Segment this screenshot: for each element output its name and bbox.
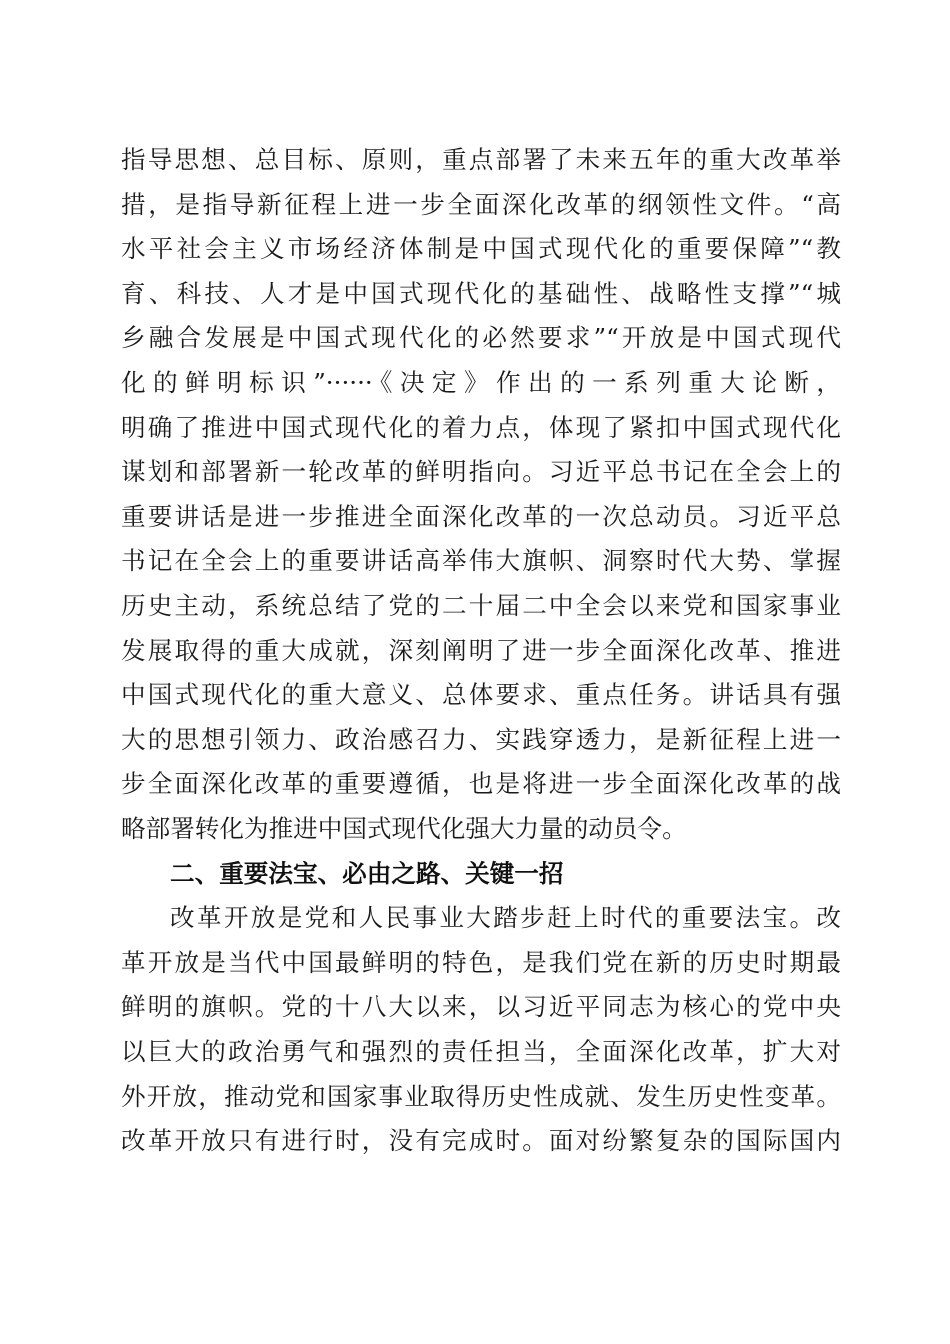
- body-text-line: 乡融合发展是中国式现代化的必然要求”“开放是中国式现代: [121, 323, 841, 353]
- body-text-line: 中国式现代化的重大意义、总体要求、重点任务。讲话具有强: [121, 680, 841, 710]
- body-text-line: 改革开放只有进行时，没有完成时。面对纷繁复杂的国际国内: [121, 1126, 841, 1156]
- body-text-line: 外开放，推动党和国家事业取得历史性成就、发生历史性变革。: [121, 1081, 841, 1111]
- body-text-line: 明确了推进中国式现代化的着力点，体现了紧扣中国式现代化: [121, 412, 841, 442]
- body-text-line: 书记在全会上的重要讲话高举伟大旗帜、洞察时代大势、掌握: [121, 546, 841, 576]
- body-text-line: 化的鲜明标识”······《决定》作出的一系列重大论断，: [121, 368, 841, 397]
- body-text-line: 历史主动，系统总结了党的二十届二中全会以来党和国家事业: [121, 591, 841, 620]
- body-text-line: 略部署转化为推进中国式现代化强大力量的动员令。: [121, 814, 687, 843]
- body-text-line: 谋划和部署新一轮改革的鲜明指向。习近平总书记在全会上的: [121, 457, 841, 487]
- body-text-line: 发展取得的重大成就，深刻阐明了进一步全面深化改革、推进: [121, 635, 841, 665]
- body-text-line: 步全面深化改革的重要遵循，也是将进一步全面深化改革的战: [121, 769, 841, 799]
- body-text-line: 大的思想引领力、政治感召力、实践穿透力，是新征程上进一: [121, 724, 841, 754]
- body-text-line: 革开放是当代中国最鲜明的特色，是我们党在新的历史时期最: [121, 947, 841, 977]
- body-text-line: 指导思想、总目标、原则，重点部署了未来五年的重大改革举: [121, 145, 841, 174]
- body-text-line: 以巨大的政治勇气和强烈的责任担当，全面深化改革，扩大对: [121, 1037, 841, 1066]
- body-text-line: 水平社会主义市场经济体制是中国式现代化的重要保障”“教: [121, 234, 841, 264]
- body-text-line: 育、科技、人才是中国式现代化的基础性、战略性支撑”“城: [121, 278, 841, 308]
- body-text-line: 改革开放是党和人民事业大踏步赶上时代的重要法宝。改: [170, 903, 841, 933]
- body-text-line: 鲜明的旗帜。党的十八大以来，以习近平同志为核心的党中央: [121, 992, 841, 1022]
- body-text-line: 措，是指导新征程上进一步全面深化改革的纲领性文件。“高: [121, 189, 841, 219]
- body-text-line: 重要讲话是进一步推进全面深化改革的一次总动员。习近平总: [121, 501, 841, 531]
- section-heading: 二、重要法宝、必由之路、关键一招: [170, 858, 564, 888]
